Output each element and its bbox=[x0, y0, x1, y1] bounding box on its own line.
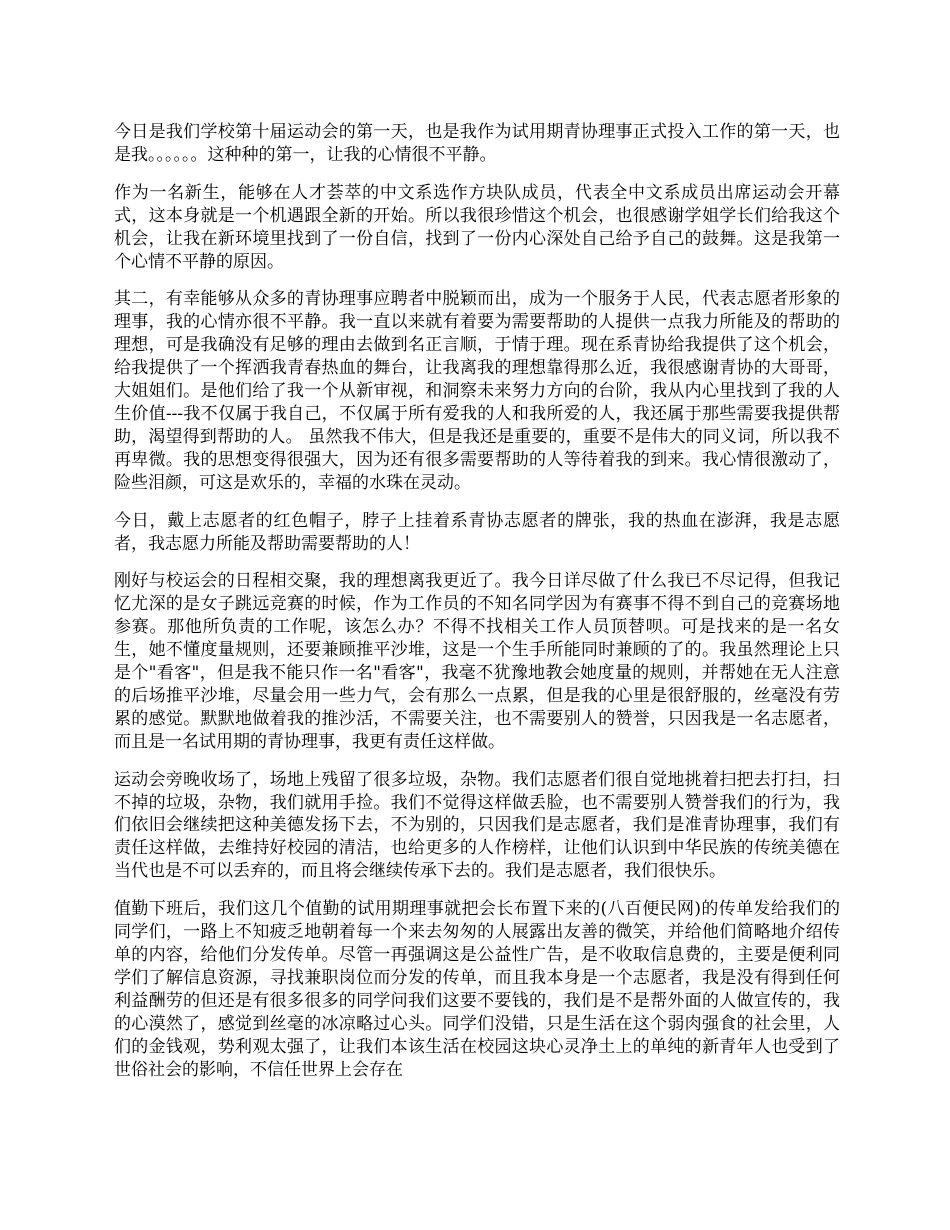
paragraph-6: 运动会旁晚收场了，场地上残留了很多垃圾，杂物。我们志愿者们很自觉地挑着扫把去打扫，扫不掉的垃圾，杂物，我们就用手捡。我们不觉得这样做丢脸，也不需要别人赞誉我们的行为，我们依旧会继续把这种美德发扬下去，不为别的，只因我们是志愿者，我们是准青协理事，我们有责任这样做，去维持好校园的清洁，也给更多的人作榜样，让他们认识到中华民族的传统美德在当代也是不可以丢弃的，而且将会继续传承下去的。我们是志愿者，我们很快乐。 bbox=[114, 769, 840, 882]
paragraph-3: 其二，有幸能够从众多的青协理事应聘者中脱颖而出，成为一个服务于人民，代表志愿者形象的理事，我的心情亦很不平静。我一直以来就有着要为需要帮助的人提供一点我力所能及的帮助的理想，可是我确没有足够的理由去做到名正言顺，于情于理。现在系青协给我提供了这个机会，给我提供了一个挥洒我青春热血的舞台，让我离我的理想靠得那么近，我很感谢青协的大哥哥，大姐姐们。是他们给了我一个从新审视，和洞察未来努力方向的台阶，我从内心里找到了我的人生价值---我不仅属于我自己，不仅属于所有爱我的人和我所爱的人，我还属于那些需要我提供帮助，渴望得到帮助的人。 虽然我不伟大，但是我还是重要的，重要不是伟大的同义词，所以我不再卑微。我的思想变得很强大，因为还有很多需要帮助的人等待着我的到来。我心情很激动了，险些泪颜，可这是欢乐的，幸福的水珠在灵动。 bbox=[114, 289, 840, 493]
paragraph-4: 今日，戴上志愿者的红色帽子，脖子上挂着系青协志愿者的牌张，我的热血在澎湃，我是志愿者，我志愿力所能及帮助需要帮助的人！ bbox=[114, 510, 840, 554]
paragraph-7: 值勤下班后，我们这几个值勤的试用期理事就把会长布置下来的(八百便民网)的传单发给我们的同学们，一路上不知疲乏地朝着每一个来去匆匆的人展露出友善的微笑，并给他们简略地介绍传单的内容，给他们分发传单。尽管一再强调这是公益性广告，是不收取信息费的，主要是便利同学们了解信息资源，寻找兼职岗位而分发的传单，而且我本身是一个志愿者，我是没有得到任何利益酬劳的但还是有很多很多的同学问我们这要不要钱的，我们是不是帮外面的人做宣传的，我的心漠然了，感觉到丝毫的冰凉略过心头。同学们没错，只是生活在这个弱肉强食的社会里，人们的金钱观，势利观太强了，让我们本该生活在校园这块心灵净土上的单纯的新青年人也受到了世俗社会的影响，不信任世界上会存在 bbox=[114, 899, 840, 1080]
paragraph-2: 作为一名新生，能够在人才荟萃的中文系选作方块队成员，代表全中文系成员出席运动会开幕式，这本身就是一个机遇跟全新的开始。所以我很珍惜这个机会，也很感谢学姐学长们给我这个机会，让我在新环境里找到了一份自信，找到了一份内心深处自己给予自己的鼓舞。这是我第一个心情不平静的原因。 bbox=[114, 182, 840, 272]
paragraph-5: 刚好与校运会的日程相交聚，我的理想离我更近了。我今日详尽做了什么我已不尽记得，但我记忆尤深的是女子跳远竞赛的时候，作为工作员的不知名同学因为有赛事不得不到自己的竞赛场地参赛。那他所负责的工作呢，该怎么办？不得不找相关工作人员顶替呗。可是找来的是一名女生，她不懂度量规则，还要兼顾推平沙堆，这是一个生手所能同时兼顾的了的。我虽然理论上只是个"看客"，但是我不能只作一名"看客"，我毫不犹豫地教会她度量的规则，并帮她在无人注意的后场推平沙堆，尽量会用一些力气，会有那么一点累，但是我的心里是很舒服的，丝毫没有劳累的感觉。默默地做着我的推沙活，不需要关注，也不需要别人的赞誉，只因我是一名志愿者，而且是一名试用期的青协理事，我更有责任这样做。 bbox=[114, 571, 840, 752]
document-body bbox=[114, 121, 840, 1096]
paragraph-1: 今日是我们学校第十届运动会的第一天，也是我作为试用期青协理事正式投入工作的第一天，也是我。。。。。。这种种的第一，让我的心情很不平静。 bbox=[114, 122, 840, 165]
